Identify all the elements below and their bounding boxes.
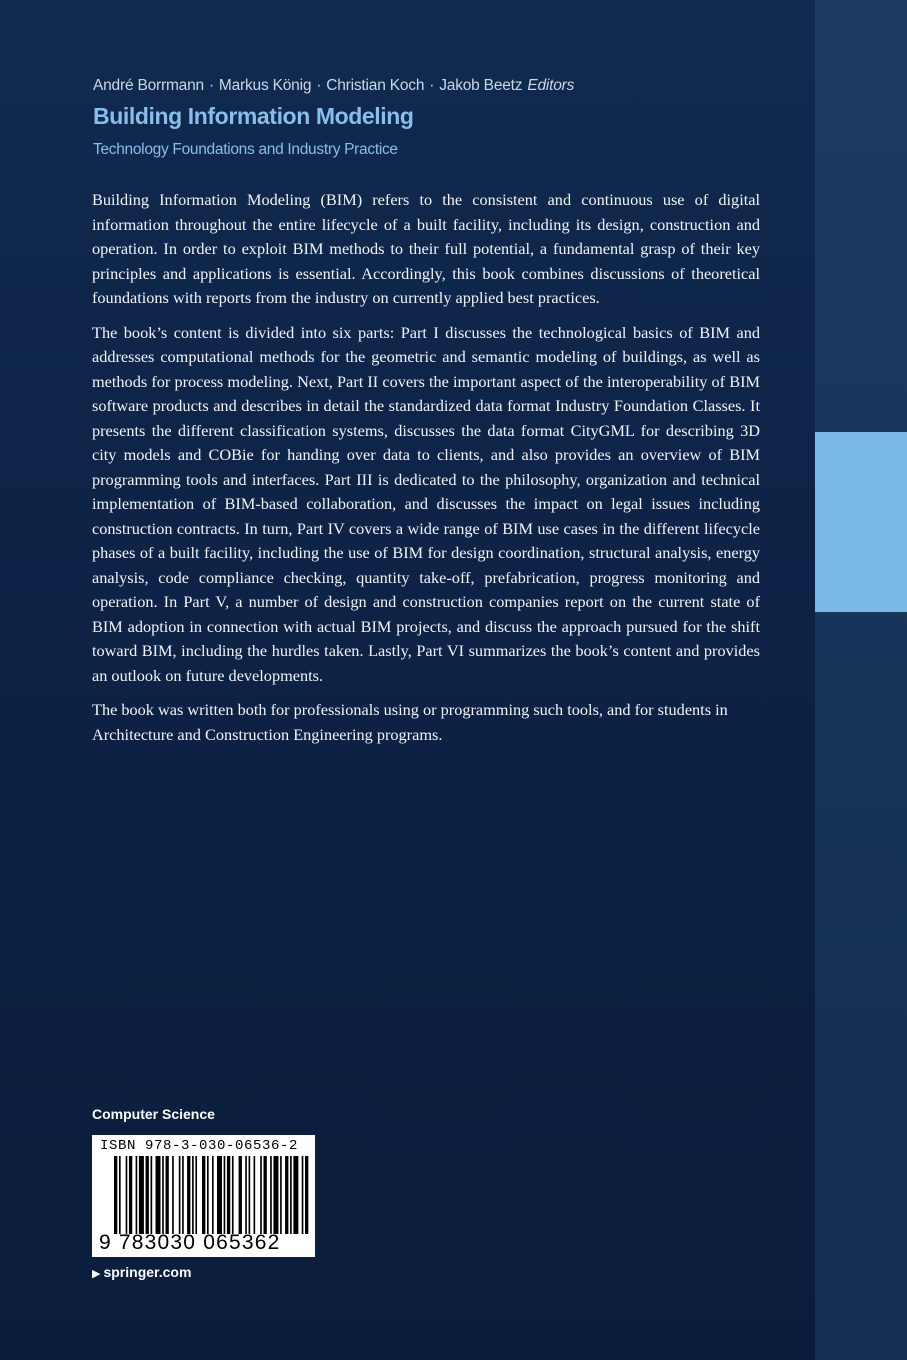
author-name: Jakob Beetz: [439, 77, 523, 94]
barcode-bar: [172, 1156, 174, 1234]
publisher-url: springer.com: [103, 1264, 192, 1280]
description-paragraph: The book was written both for professionals using or programming such tools, and for students in Architecture and Construction Engineering programs.: [92, 700, 728, 744]
barcode-bar: [217, 1156, 222, 1234]
author-separator: ·: [429, 77, 435, 94]
barcode-bar: [119, 1156, 121, 1234]
barcode-bar: [202, 1156, 205, 1234]
barcode-bar: [280, 1156, 282, 1234]
author-separator: ·: [316, 77, 322, 94]
barcode-bar: [263, 1156, 266, 1234]
barcode-bar: [224, 1156, 226, 1234]
barcode-bar: [270, 1156, 272, 1234]
barcode-bar: [249, 1156, 251, 1234]
barcode-bar: [302, 1156, 304, 1234]
spine-accent-block: [815, 432, 907, 612]
barcode-bar: [129, 1156, 132, 1234]
barcode-bar: [187, 1156, 190, 1234]
book-subtitle: Technology Foundations and Industry Practice: [93, 141, 398, 158]
barcode-bar: [195, 1156, 197, 1234]
barcode-bar: [290, 1156, 292, 1234]
barcode-bar: [126, 1156, 128, 1234]
description-paragraph: The book’s content is divided into six parts: Part I discusses the technological basics of BIM and addresses computational methods for the geometric and semantic modeling of buildings, as well as methods for process modeling. Next, Part II covers the important aspect of the interoperability of BIM software products and describes in detail the standardized data format Industry Foundation Classes. It presents the different classification systems, discusses the data format CityGML for describing 3D city models and COBie for handing over data to clients, and also provides an overview of BIM programming tools and interfaces. Part III is dedicated to the philosophy, organization and technical implementation of BIM-based collaboration, and discusses the impact on legal issues including construction contracts. In turn, Part IV covers a wide range of BIM use cases in the different lifecycle phases of a built facility, including the use of BIM for design coordination, structural analysis, energy analysis, code compliance checking, quantity take-off, prefabrication, progress monitoring and operation. In Part V, a number of design and construction companies report on the current state of BIM adoption in connection with actual BIM projects, and discuss the approach pursued for the shift toward BIM, including the hurdles taken. Lastly, Part VI summarizes the book’s content and provides an outlook on future developments.: [92, 322, 760, 685]
barcode-bar: [151, 1156, 153, 1234]
author-name: André Borrmann: [93, 77, 204, 94]
isbn-label: ISBN 978-3-030-06536-2: [100, 1138, 299, 1154]
barcode-bar: [114, 1156, 117, 1234]
barcode-bar: [165, 1156, 168, 1234]
barcode-bar: [273, 1156, 278, 1234]
barcode-bar: [260, 1156, 262, 1234]
spine-strip: [815, 0, 907, 1360]
author-name: Christian Koch: [326, 77, 425, 94]
barcode-bar: [293, 1156, 298, 1234]
subject-category: Computer Science: [92, 1106, 215, 1122]
barcode-bar: [156, 1156, 161, 1234]
barcode-bar: [245, 1156, 247, 1234]
barcode-bar: [136, 1156, 138, 1234]
author-separator: ·: [208, 77, 214, 94]
author-name: Markus König: [218, 77, 312, 94]
barcode-bar: [146, 1156, 149, 1234]
barcode-bar: [305, 1156, 308, 1234]
barcode-bar: [212, 1156, 214, 1234]
barcode-bar: [254, 1156, 256, 1234]
barcode-bar: [139, 1156, 144, 1234]
arrow-right-icon: ▶: [92, 1268, 101, 1280]
editors-role-label: Editors: [527, 77, 575, 94]
isbn-barcode: [92, 1135, 315, 1257]
barcode-bar: [227, 1156, 230, 1234]
barcode-bars: [114, 1156, 310, 1234]
barcode-bar: [162, 1156, 164, 1234]
editor-line: [93, 77, 793, 95]
description-paragraph: Building Information Modeling (BIM) refers to the consistent and continuous use of digital information throughout the entire lifecycle of a built facility, including its design, construction and operation. In order to exploit BIM methods to their full potential, a fundamental grasp of their key principles and applications is essential. Accordingly, this book combines discussions of theoretical foundations with reports from the industry on currently applied best practices.: [92, 190, 760, 307]
barcode-bar: [285, 1156, 288, 1234]
publisher-link[interactable]: [92, 1264, 191, 1280]
barcode-bar: [192, 1156, 194, 1234]
barcode-bar: [182, 1156, 184, 1234]
ean-digits: 9 783030 065362: [99, 1231, 281, 1254]
barcode-bar: [207, 1156, 209, 1234]
barcode-bar: [239, 1156, 242, 1234]
book-title: Building Information Modeling: [93, 103, 414, 129]
description: [92, 188, 760, 757]
barcode-bar: [232, 1156, 234, 1234]
barcode-bar: [179, 1156, 181, 1234]
